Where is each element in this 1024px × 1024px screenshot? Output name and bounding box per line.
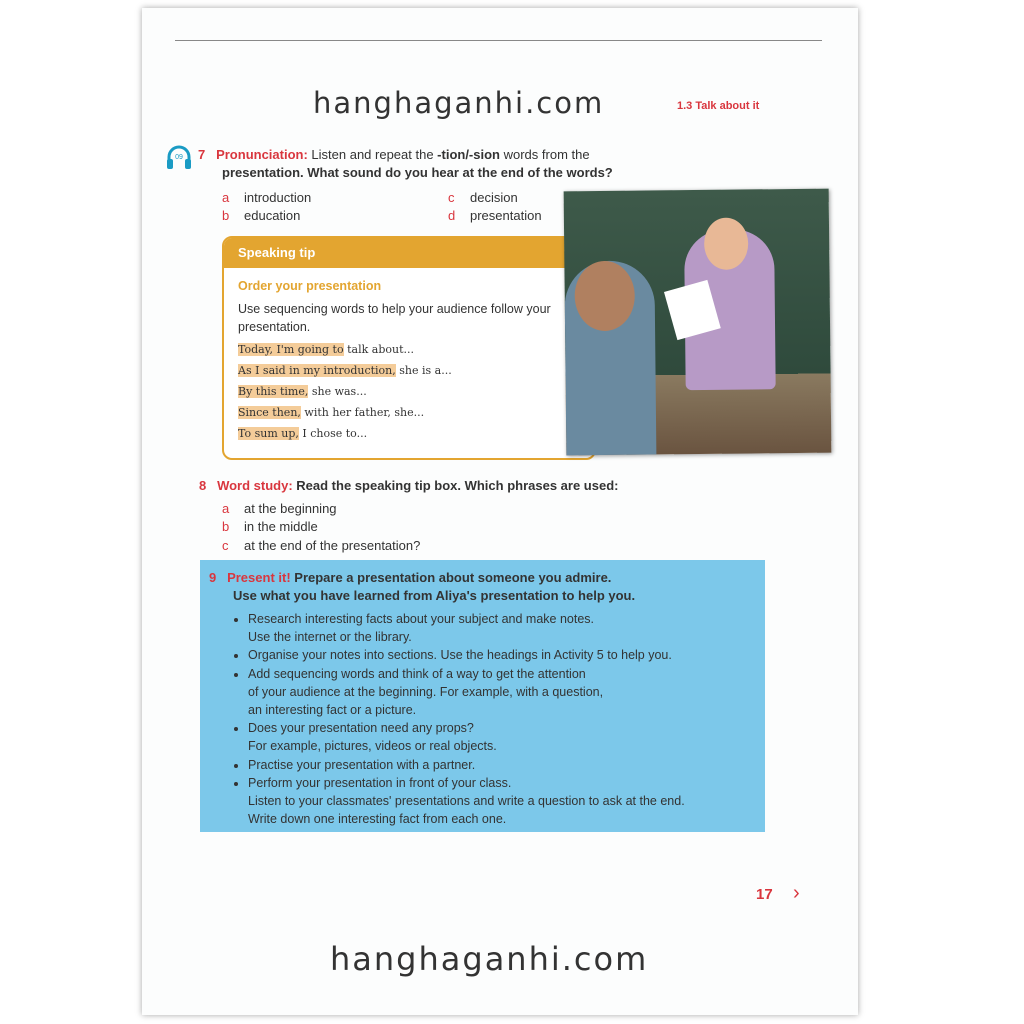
- chevron-right-icon[interactable]: ›: [793, 882, 800, 904]
- bullet-item: • Research interesting facts about your subject and make notes. Use the internet or the library.: [248, 610, 685, 646]
- page-number: 17: [756, 886, 773, 903]
- bullet-item: • Practise your presentation with a partner.: [248, 756, 685, 774]
- option-c: c decision: [448, 190, 518, 205]
- bullet-list: [230, 610, 685, 828]
- tip-title: Order your presentation: [238, 279, 382, 293]
- option-c: c at the end of the presentation?: [222, 538, 421, 553]
- option-a: a at the beginning: [222, 501, 337, 516]
- classroom-photo: [564, 189, 832, 456]
- headphones-icon[interactable]: [166, 145, 192, 169]
- tip-line: Today, I'm going to talk about...: [238, 343, 414, 356]
- option-b: b in the middle: [222, 519, 318, 534]
- tip-line: To sum up, I chose to...: [238, 427, 368, 440]
- exercise-9-prompt: 9 Present it! Prepare a presentation about someone you admire. Use what you have learned from Aliya's presentation to help you.: [209, 570, 636, 603]
- section-label: 1.3 Talk about it: [677, 100, 760, 112]
- bullet-item: • Add sequencing words and think of a way to get the attention of your audience at the beginning. For example, with a question, an interesting fact or a picture.: [248, 665, 685, 720]
- bullet-item: • Perform your presentation in front of your class. Listen to your classmates' presentations and write a question to ask at the end. Write down one interesting fact from each one.: [248, 774, 685, 829]
- tip-line: By this time, she was...: [238, 385, 367, 398]
- watermark-bottom: hanghaganhi.com: [330, 940, 649, 978]
- option-b: b education: [222, 208, 301, 223]
- exercise-7-prompt: 7 Pronunciation: Listen and repeat the -tion/-sion words from the presentation. What sound do you hear at the end of the words?: [198, 147, 613, 180]
- tip-line: Since then, with her father, she...: [238, 406, 425, 419]
- tip-line: As I said in my introduction, she is a...: [238, 364, 452, 377]
- speaking-tip-box: [222, 236, 596, 460]
- option-a: a introduction: [222, 190, 312, 205]
- exercise-8-prompt: 8 Word study: Read the speaking tip box. Which phrases are used:: [199, 478, 619, 493]
- present-it-box: [200, 560, 765, 832]
- tip-header: Speaking tip: [224, 238, 594, 268]
- divider: [175, 40, 822, 41]
- option-d: d presentation: [448, 208, 542, 223]
- bullet-item: • Does your presentation need any props? For example, pictures, videos or real objects.: [248, 719, 685, 755]
- svg-text:09: 09: [175, 154, 183, 161]
- bullet-item: • Organise your notes into sections. Use the headings in Activity 5 to help you.: [248, 646, 685, 664]
- watermark-top: hanghaganhi.com: [313, 86, 605, 120]
- tip-body: Use sequencing words to help your audience follow your presentation.: [238, 302, 551, 334]
